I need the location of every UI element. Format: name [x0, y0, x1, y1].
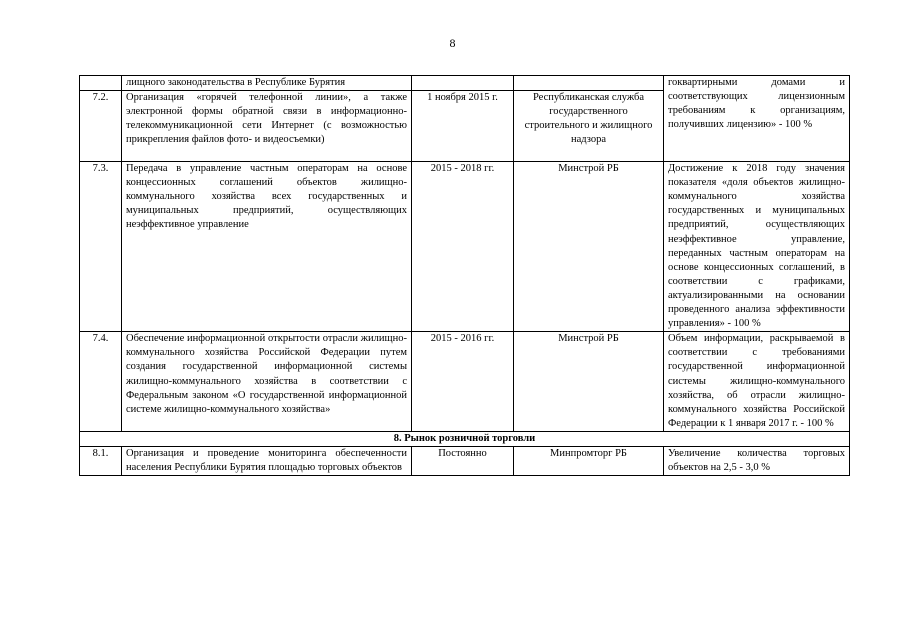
item-number: 7.4.	[80, 332, 122, 432]
deadline: Постоянно	[412, 446, 514, 475]
action-text: Передача в управление частным операторам на основе концессионных соглашений объектов жилищно-коммунального хозяйства всех государственных и муниципальных предприятий, осуществляющих неэффективное управление	[122, 162, 412, 332]
deadline: 1 ноября 2015 г.	[412, 91, 514, 162]
page-number: 8	[449, 36, 456, 50]
measures-table	[79, 75, 850, 476]
item-number: 8.1.	[80, 446, 122, 475]
expected-result: Увеличение количества торговых объектов на 2,5 - 3,0 %	[664, 446, 850, 475]
table-row	[80, 162, 850, 332]
action-text: Организация «горячей телефонной линии», а также электронной формы обратной связи в информационно-телекоммуникационной сети Интернет (с возможностью прикрепления файлов фото- и видеосъемки)	[122, 91, 412, 162]
item-number: 7.3.	[80, 162, 122, 332]
deadline: 2015 - 2018 гг.	[412, 162, 514, 332]
deadline	[412, 76, 514, 91]
expected-result: гоквартирными домами и соответствующих лицензионным требованиям к организациям, получивших лицензию» - 100 %	[664, 76, 850, 162]
table-row	[80, 332, 850, 432]
expected-result: Объем информации, раскрываемой в соответствии с требованиями государственной информационной системы жилищно-коммунального хозяйства, об отрасли жилищно-коммунального хозяйства Российской Федерации к 1 января 2017 г. - 100 %	[664, 332, 850, 432]
responsible-body: Минпромторг РБ	[514, 446, 664, 475]
action-text: Обеспечение информационной открытости отрасли жилищно-коммунального хозяйства Российской Федерации путем создания государственной информационной системы жилищно-коммунального хозяйства в соответствии с Федеральным законом «О государственной информационной системе жилищно-коммунального хозяйства»	[122, 332, 412, 432]
item-number	[80, 76, 122, 91]
action-text: Организация и проведение мониторинга обеспеченности населения Республики Бурятия площадью торговых объектов	[122, 446, 412, 475]
section-title: 8. Рынок розничной торговли	[80, 431, 850, 446]
item-number: 7.2.	[80, 91, 122, 162]
action-text: лищного законодательства в Республике Бурятия	[122, 76, 412, 91]
section-header-row	[80, 431, 850, 446]
table-row	[80, 76, 850, 91]
expected-result: Достижение к 2018 году значения показателя «доля объектов жилищно-коммунального хозяйства государственных и муниципальных предприятий, осуществляющих неэффективное управление, переданных частным операторам на основе концессионных соглашений, в соответствии с графиками, актуализированными на основании проведенного анализа эффективности управления» - 100 %	[664, 162, 850, 332]
responsible-body	[514, 76, 664, 91]
table-row	[80, 446, 850, 475]
deadline: 2015 - 2016 гг.	[412, 332, 514, 432]
responsible-body: Минстрой РБ	[514, 332, 664, 432]
responsible-body: Минстрой РБ	[514, 162, 664, 332]
responsible-body: Республиканская служба государственного строительного и жилищного надзора	[514, 91, 664, 162]
